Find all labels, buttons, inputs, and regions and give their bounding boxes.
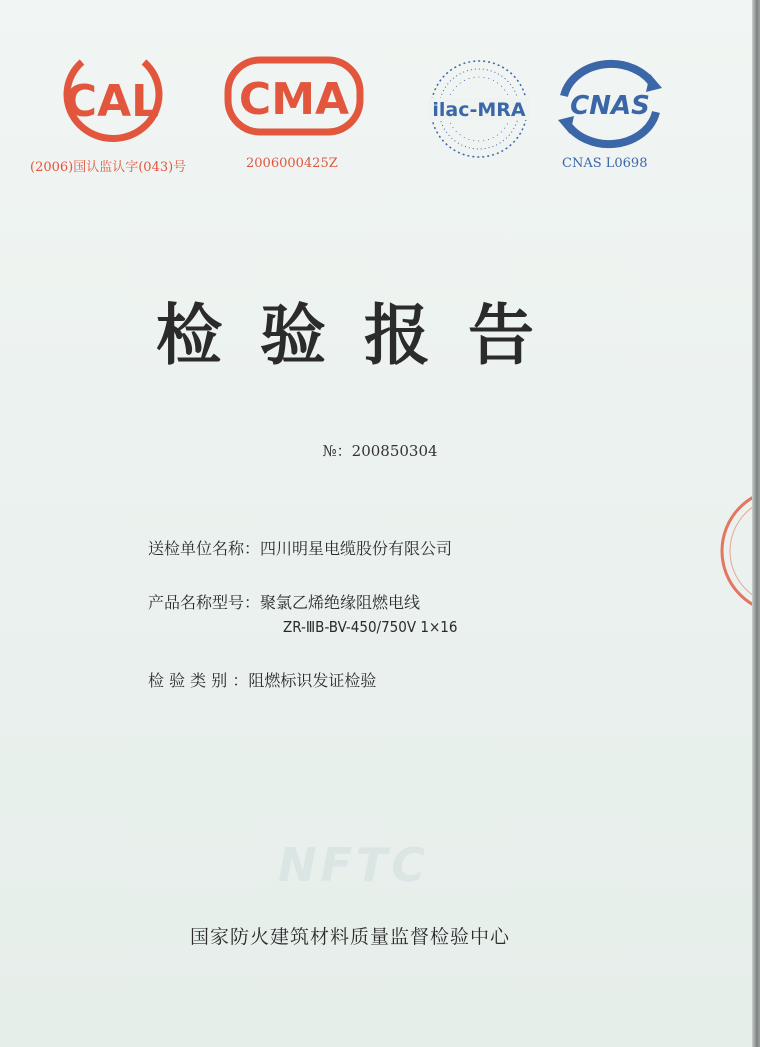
- cma-caption: 2006000425Z: [246, 156, 338, 171]
- product-field: [148, 590, 420, 613]
- client-value: 四川明星电缆股份有限公司: [260, 539, 453, 558]
- cnas-caption: CNAS L0698: [562, 156, 648, 171]
- svg-text:CAL: CAL: [64, 76, 160, 127]
- product-value: 聚氯乙烯绝缘阻燃电线: [260, 593, 421, 612]
- product-model: ZR-ⅢB-BV-450/750V 1×16: [283, 618, 458, 636]
- category-label: 检 验 类 别 ：: [148, 671, 249, 690]
- client-field: [148, 536, 452, 559]
- category-field: [148, 668, 376, 691]
- svg-text:ilac-MRA: ilac-MRA: [432, 99, 526, 121]
- cal-caption: (2006)国认监认字(043)号: [30, 160, 187, 175]
- nftc-watermark: NFTC: [278, 838, 430, 892]
- svg-text:CMA: CMA: [238, 74, 350, 125]
- cma-logo: [224, 56, 364, 136]
- report-title: 检验报告: [156, 297, 572, 374]
- page-edge: [752, 0, 760, 1047]
- ilac-mra-logo: [426, 56, 532, 162]
- category-value: 阻燃标识发证检验: [248, 671, 377, 690]
- product-label: 产品名称型号：: [148, 593, 261, 612]
- issuing-organization: 国家防火建筑材料质量监督检验中心: [189, 926, 510, 948]
- client-label: 送检单位名称：: [148, 539, 261, 558]
- cnas-logo: [550, 56, 670, 152]
- cal-logo: [52, 50, 172, 148]
- report-number: №：200850304: [322, 442, 438, 460]
- red-seal-stamp: [714, 486, 752, 620]
- svg-text:CNAS: CNAS: [570, 91, 650, 121]
